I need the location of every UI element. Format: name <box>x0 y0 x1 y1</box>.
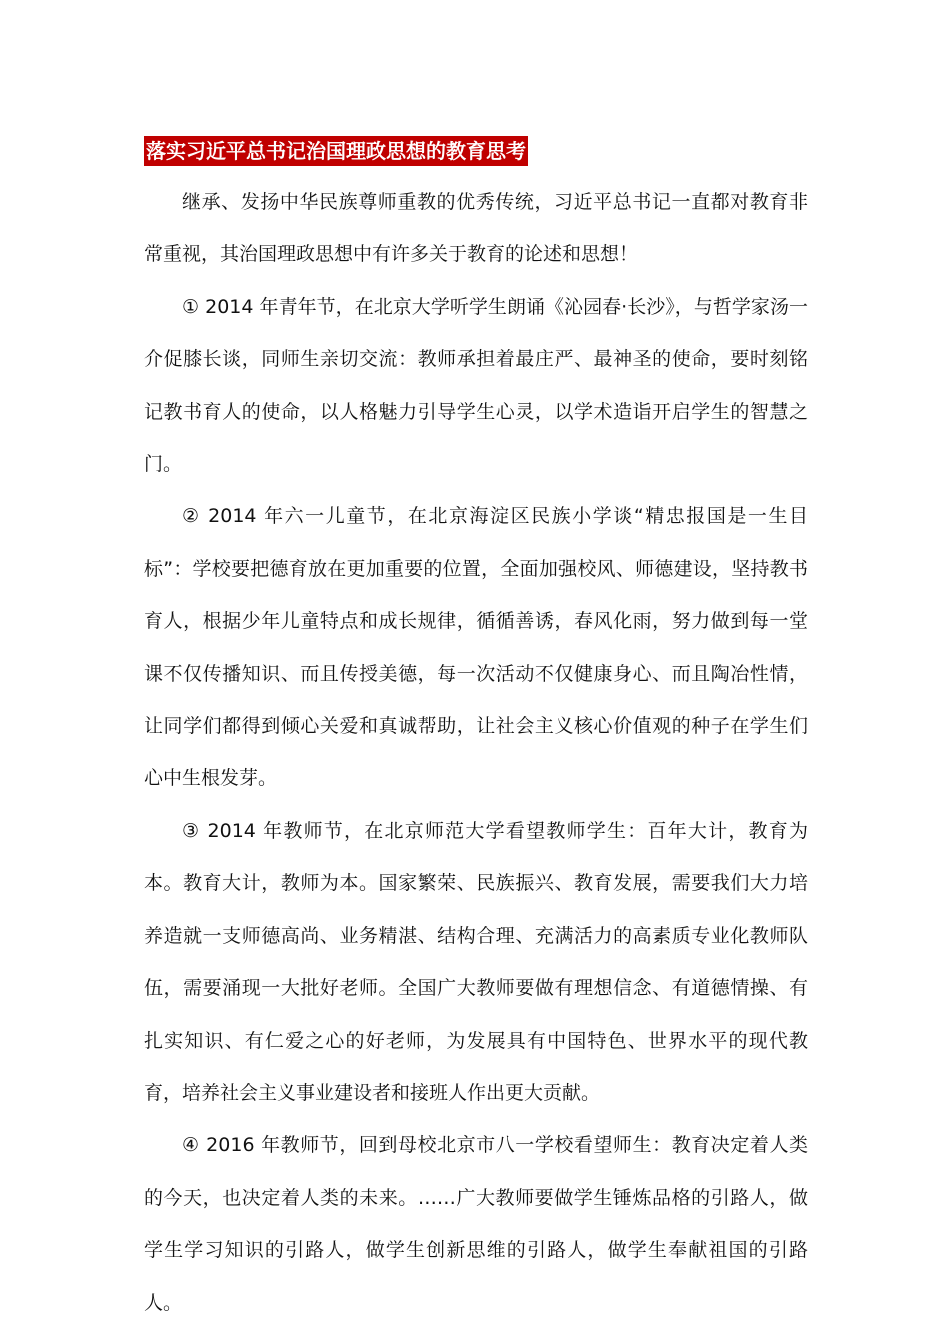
document-title: 落实习近平总书记治国理政思想的教育思考 <box>144 136 528 166</box>
paragraph-item-2: ② 2014 年六一儿童节，在北京海淀区民族小学谈“精忠报国是一生目标”：学校要把德育放在更加重要的位置，全面加强校风、师德建设，坚持教书育人，根据少年儿童特点和成长规律，循循善诱，春风化雨，努力做到每一堂课不仅传播知识、而且传授美德，每一次活动不仅健康身心、而且陶冶性情，让同学们都得到倾心关爱和真诚帮助，让社会主义核心价值观的种子在学生们心中生根发芽。 <box>144 505 808 790</box>
paragraph-intro: 继承、发扬中华民族尊师重教的优秀传统，习近平总书记一直都对教育非常重视，其治国理政思想中有许多关于教育的论述和思想！ <box>144 191 808 266</box>
paragraph-item-3: ③ 2014 年教师节，在北京师范大学看望教师学生：百年大计，教育为本。教育大计，教师为本。国家繁荣、民族振兴、教育发展，需要我们大力培养造就一支师德高尚、业务精湛、结构合理、充满活力的高素质专业化教师队伍，需要涌现一大批好老师。全国广大教师要做有理想信念、有道德情操、有扎实知识、有仁爱之心的好老师，为发展具有中国特色、世界水平的现代教育，培养社会主义事业建设者和接班人作出更大贡献。 <box>144 819 808 1104</box>
document-body <box>144 176 808 1329</box>
paragraph-item-1: ① 2014 年青年节，在北京大学听学生朗诵《沁园春·长沙》，与哲学家汤一介促膝长谈，同师生亲切交流：教师承担着最庄严、最神圣的使命，要时刻铭记教书育人的使命，以人格魅力引导学生心灵，以学术造诣开启学生的智慧之门。 <box>144 295 808 476</box>
paragraph-item-4: ④ 2016 年教师节，回到母校北京市八一学校看望师生：教育决定着人类的今天，也决定着人类的未来。……广大教师要做学生锤炼品格的引路人，做学生学习知识的引路人，做学生创新思维的引路人，做学生奉献祖国的引路人。 <box>144 1134 808 1314</box>
